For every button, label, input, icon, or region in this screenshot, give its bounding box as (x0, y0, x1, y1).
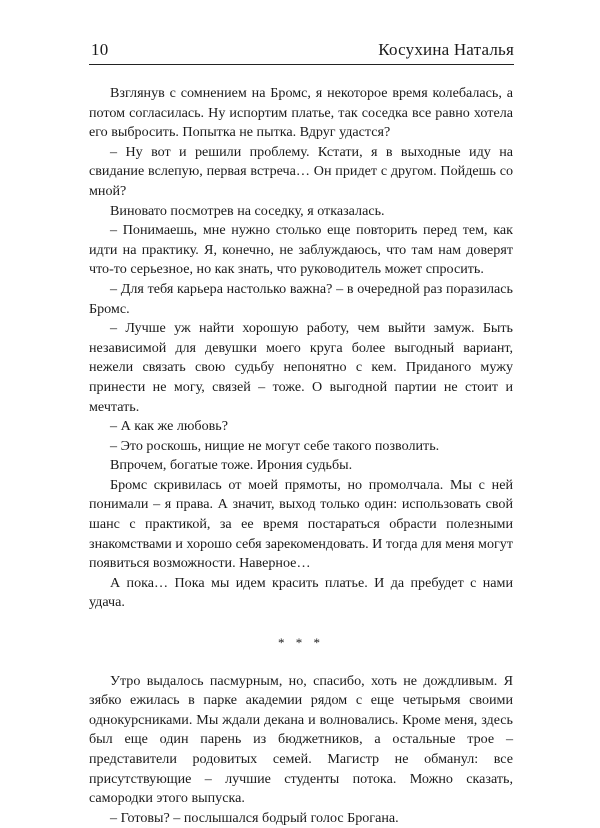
paragraph: – Понимаешь, мне нужно столько еще повторить перед тем, как идти на практику. Я, конечно, не заблуждаюсь, что там нам доверят что-то серьезное, но как знать, что руководитель может спросить. (89, 222, 513, 278)
paragraph: Утро выдалось пасмурным, но, спасибо, хоть не дождливым. Я зябко ежилась в парке академии рядом с еще четырьмя своими однокурсниками. Мы ждали декана и волновались. Кроме меня, здесь был еще один парень из бюджетников, а остальные трое – представители родовитых семей. Магистр не обманул: все присутствующие – лучшие студенты потока. Можно сказать, самородки этого выпуска. (89, 672, 513, 807)
paragraph: А пока… Пока мы идем красить платье. И да пребудет с нами удача. (89, 574, 513, 611)
body-text (89, 84, 513, 828)
paragraph: Взглянув с сомнением на Бромс, я некоторое время колебалась, а потом согласилась. Ну испортим платье, так соседка все равно хотела его выбросить. Попытка не пытка. Вдруг удастся? (89, 85, 513, 141)
paragraph: – Это роскошь, нищие не могут себе такого позволить. (110, 437, 440, 454)
paragraph: Бромс скривилась от моей прямоты, но промолчала. Мы с ней понимали – я права. А значит, выход только один: использовать свой шанс с практикой, за ее время постараться обрасти полезными знакомствами и хорошо себя зарекомендовать. И тогда для меня могут появиться возможности. Наверное… (89, 476, 513, 572)
paragraph: – Готовы? – послышался бодрый голос Брогана. (110, 809, 399, 826)
paragraph: – А как же любовь? (110, 418, 228, 435)
header-rule (89, 64, 514, 65)
paragraph: – Ну вот и решили проблему. Кстати, я в выходные иду на свидание вслепую, первая встреча… Он придет с другом. Пойдешь со мной? (89, 143, 513, 199)
page-number: 10 (91, 40, 109, 59)
running-title-author: Косухина Наталья (378, 40, 514, 59)
paragraph: Виновато посмотрев на соседку, я отказалась. (110, 202, 385, 219)
running-header (91, 40, 514, 64)
paragraph: – Для тебя карьера настолько важна? – в очередной раз поразилась Бромс. (89, 280, 513, 317)
section-separator: * * * (278, 635, 324, 651)
paragraph: – Лучше уж найти хорошую работу, чем выйти замуж. Быть независимой для девушки моего круга более выгодный вариант, нежели связать свою судьбу непонятно с кем. Приданого мужу принести не могу, связей – тоже. О выгодной партии не стоит и мечтать. (89, 320, 513, 415)
paragraph: Впрочем, богатые тоже. Ирония судьбы. (110, 457, 353, 474)
